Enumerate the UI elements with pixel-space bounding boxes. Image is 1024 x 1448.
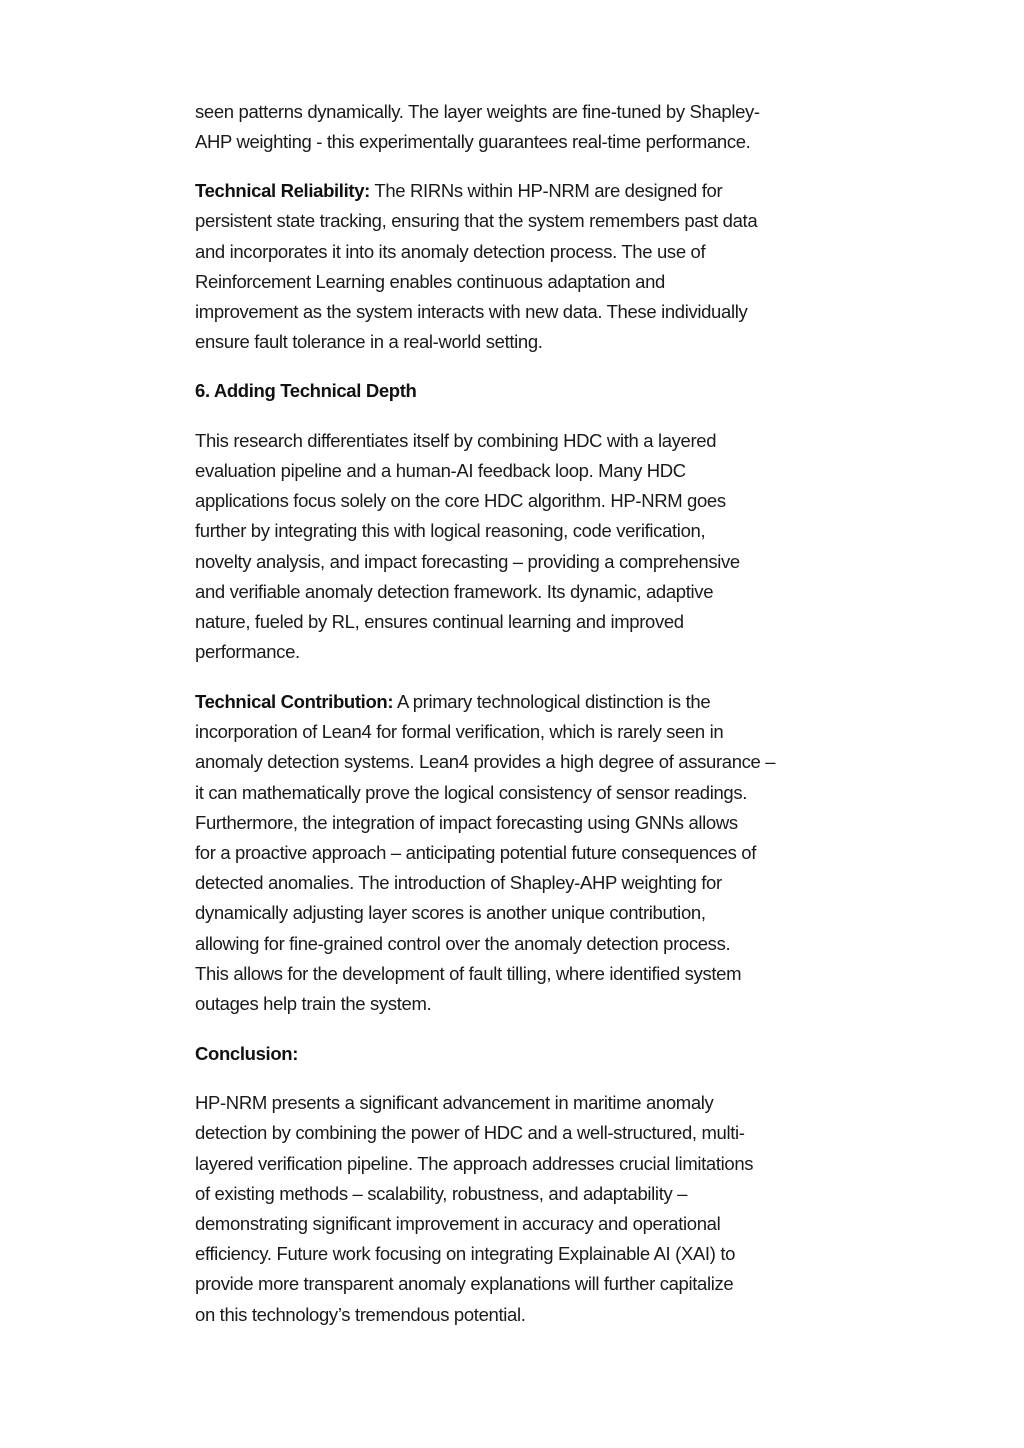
text-line: dynamically adjusting layer scores is another unique contribution, [195, 902, 706, 923]
technical-contribution-label: Technical Contribution: [195, 691, 394, 712]
text-line: evaluation pipeline and a human-AI feedback loop. Many HDC [195, 460, 686, 481]
text-line: anomaly detection systems. Lean4 provides a high degree of assurance – [195, 751, 776, 772]
text-line: persistent state tracking, ensuring that the system remembers past data [195, 210, 758, 231]
text-line: it can mathematically prove the logical consistency of sensor readings. [195, 782, 748, 803]
text-line: detected anomalies. The introduction of Shapley-AHP weighting for [195, 872, 722, 893]
text-line: detection by combining the power of HDC and a well-structured, multi- [195, 1122, 745, 1143]
text-line: allowing for fine-grained control over the anomaly detection process. [195, 933, 731, 954]
section-heading: 6. Adding Technical Depth [195, 380, 417, 401]
text-line: efficiency. Future work focusing on integrating Explainable AI (XAI) to [195, 1243, 736, 1264]
text-line: Reinforcement Learning enables continuous adaptation and [195, 271, 665, 292]
text-line: and incorporates it into its anomaly detection process. The use of [195, 241, 706, 262]
text-line: HP-NRM presents a significant advancement in maritime anomaly [195, 1092, 714, 1113]
text-line: This research differentiates itself by combining HDC with a layered [195, 430, 717, 451]
text-line: novelty analysis, and impact forecasting – providing a comprehensive [195, 551, 740, 572]
text-line [195, 180, 722, 202]
text-line: performance. [195, 641, 300, 662]
text-span: The RIRNs within HP-NRM are designed for [369, 180, 723, 201]
text-line: further by integrating this with logical reasoning, code verification, [195, 520, 706, 541]
text-line: and verifiable anomaly detection framework. Its dynamic, adaptive [195, 581, 714, 602]
text-line: layered verification pipeline. The approach addresses crucial limitations [195, 1153, 754, 1174]
text-line: This allows for the development of fault tilling, where identified system [195, 963, 742, 984]
text-line: incorporation of Lean4 for formal verification, which is rarely seen in [195, 721, 724, 742]
text-line: demonstrating significant improvement in accuracy and operational [195, 1213, 721, 1234]
text-line: of existing methods – scalability, robustness, and adaptability – [195, 1183, 688, 1204]
text-line: Furthermore, the integration of impact forecasting using GNNs allows [195, 812, 738, 833]
text-line: on this technology’s tremendous potential. [195, 1304, 526, 1325]
technical-reliability-label: Technical Reliability: [195, 180, 370, 201]
text-line: nature, fueled by RL, ensures continual learning and improved [195, 611, 684, 632]
text-span: A primary technological distinction is the [393, 691, 711, 712]
text-line [195, 691, 710, 713]
conclusion-heading: Conclusion: [195, 1043, 299, 1064]
text-line: for a proactive approach – anticipating potential future consequences of [195, 842, 757, 863]
text-line: AHP weighting - this experimentally guarantees real-time performance. [195, 131, 751, 152]
text-line: seen patterns dynamically. The layer weights are fine-tuned by Shapley- [195, 101, 760, 122]
text-line: applications focus solely on the core HDC algorithm. HP-NRM goes [195, 490, 726, 511]
text-line: provide more transparent anomaly explanations will further capitalize [195, 1273, 734, 1294]
text-line: improvement as the system interacts with new data. These individually [195, 301, 748, 322]
text-line: ensure fault tolerance in a real-world setting. [195, 331, 543, 352]
text-line: outages help train the system. [195, 993, 432, 1014]
